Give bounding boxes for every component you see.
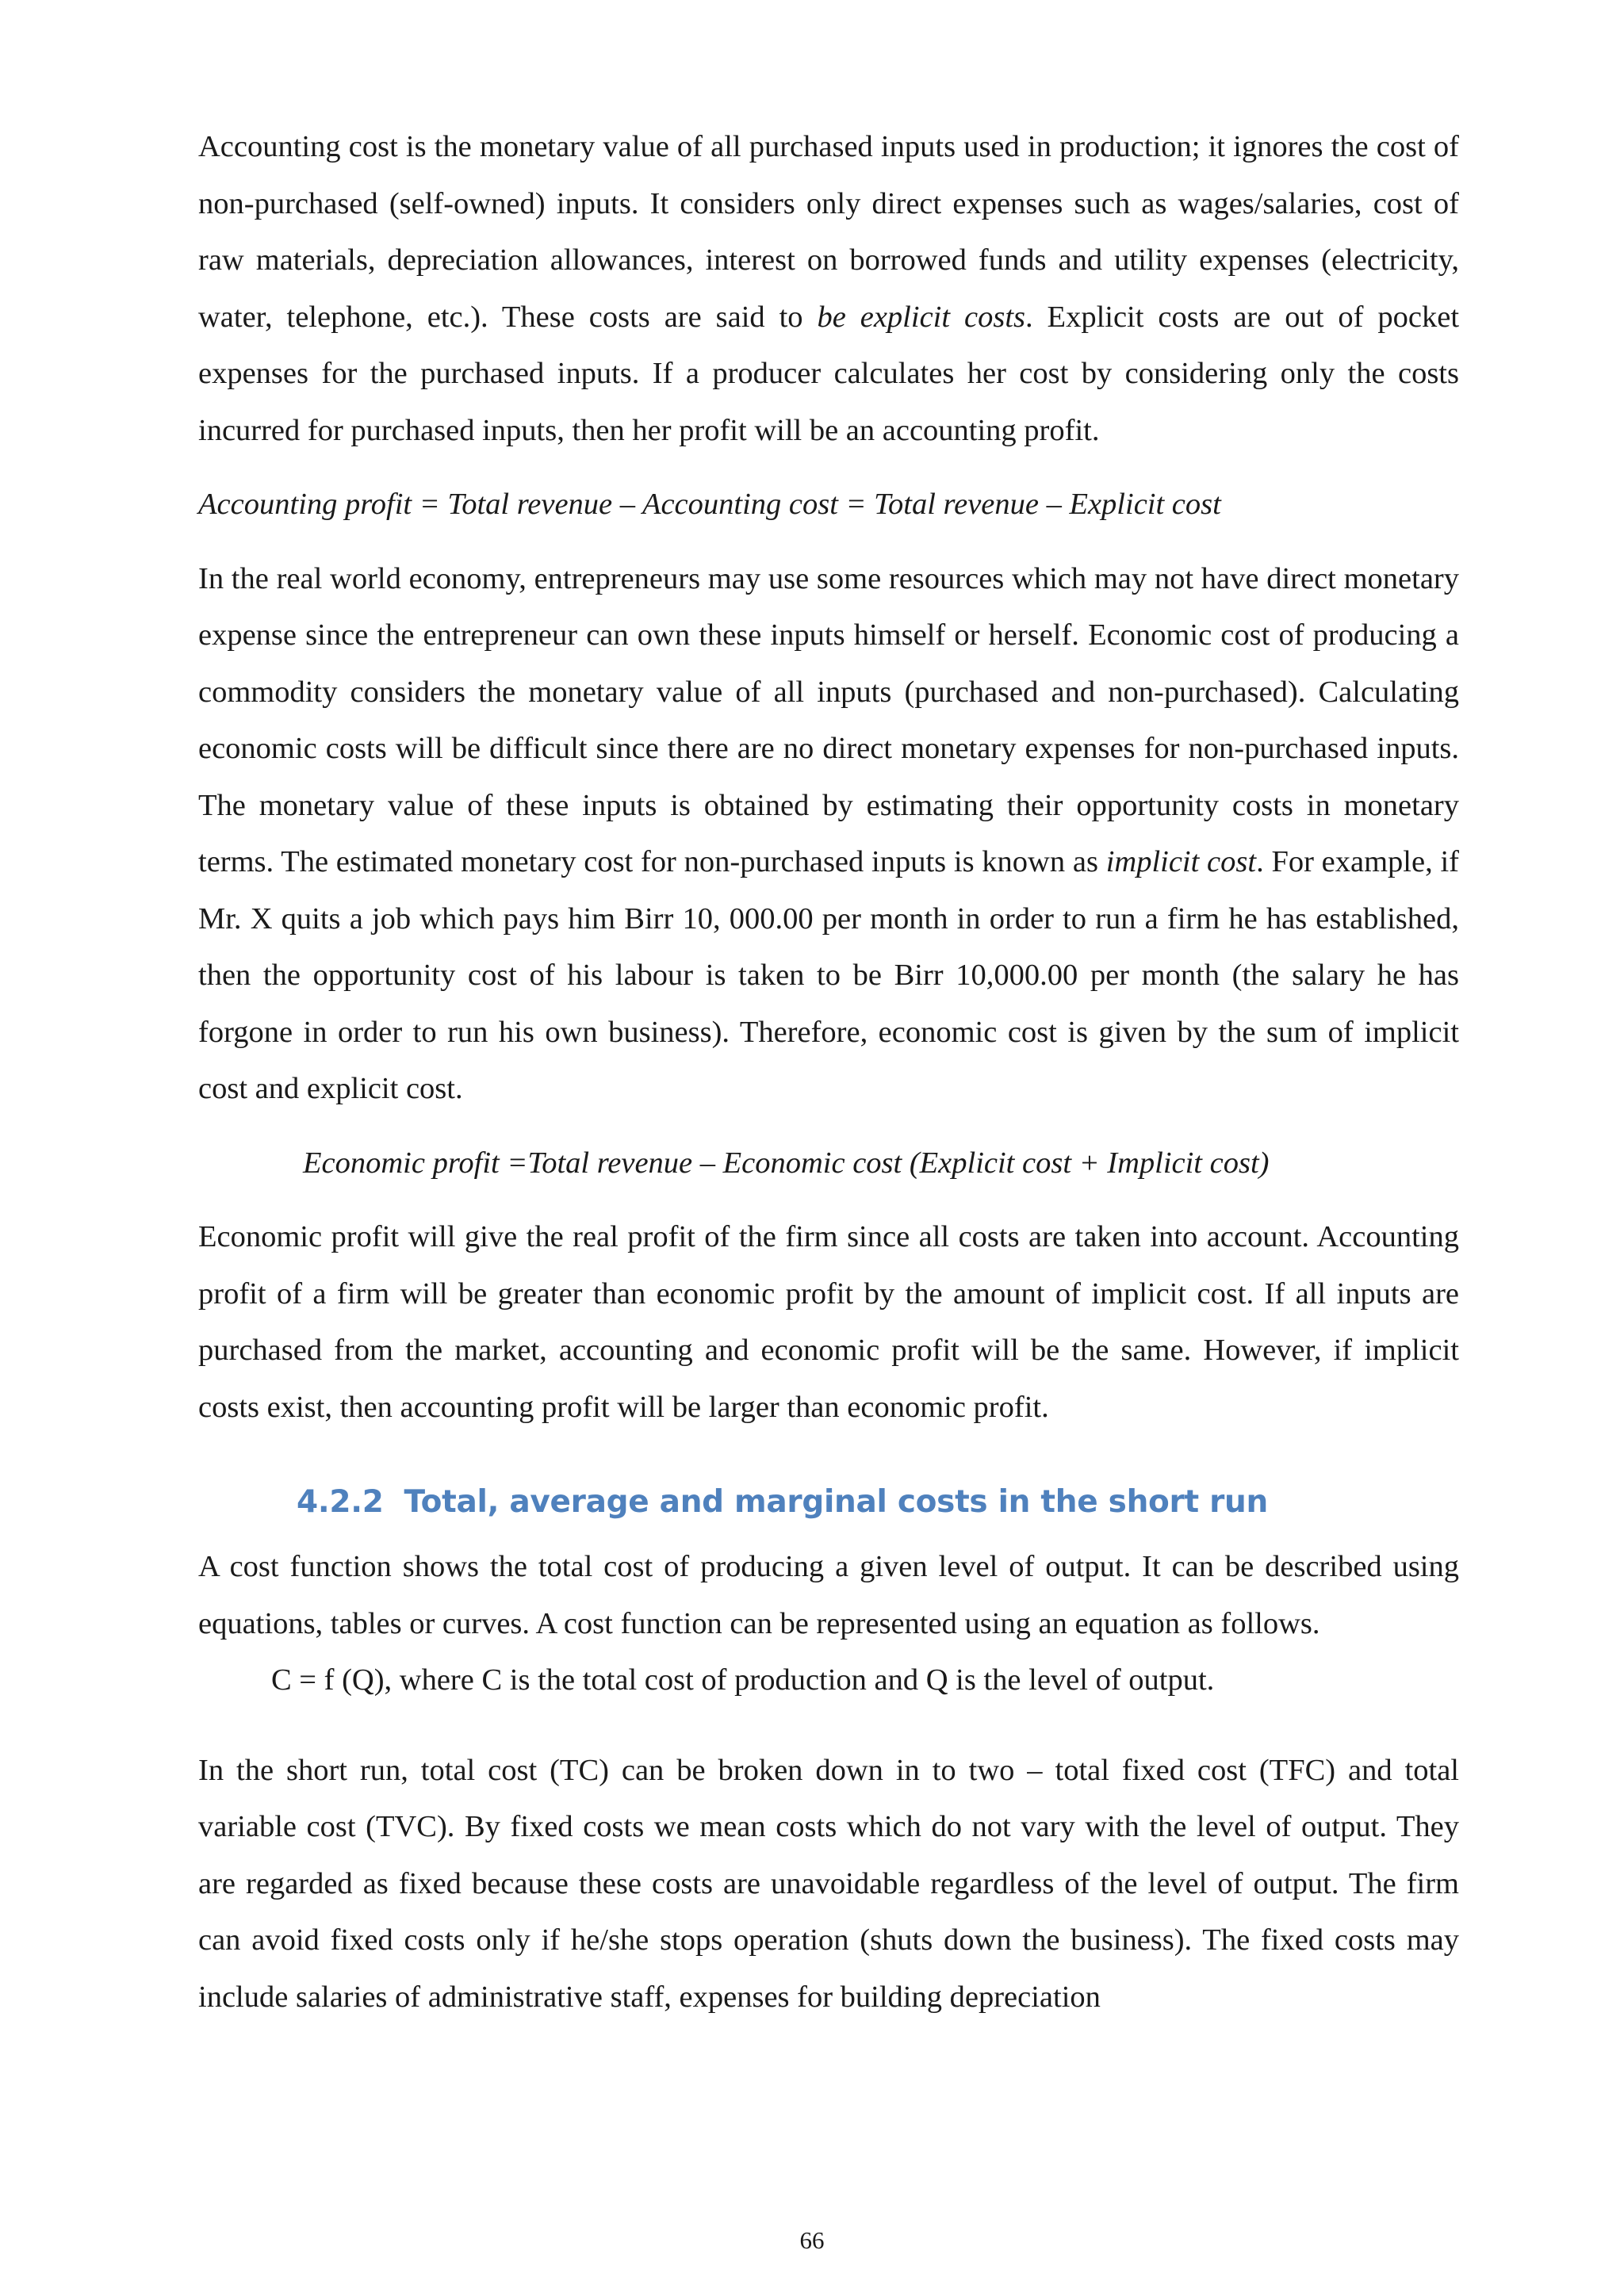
section-heading	[297, 1475, 1459, 1529]
section-title: Total, average and marginal costs in the short run	[404, 1484, 1268, 1520]
paragraph-short-run-costs: In the short run, total cost (TC) can be broken down in to two – total fixed cost (TFC) and total variable cost (TVC). By fixed costs we mean costs which do not vary with the level of output. They are regarded as fixed because these costs are unavoidable regardless of the level of output. The firm can avoid fixed costs only if he/she stops operation (shuts down the business). The fixed costs may include salaries of administrative staff, expenses for building depreciation	[198, 1753, 1459, 2014]
emphasis-implicit-cost: implicit cost	[1105, 845, 1257, 878]
section-number: 4.2.2	[297, 1484, 384, 1520]
page-number: 66	[799, 2226, 825, 2254]
paragraph-cost-function: A cost function shows the total cost of producing a given level of output. It can be described using equations, tables or curves. A cost function can be represented using an equation as follows.	[198, 1550, 1459, 1640]
emphasis-explicit-costs: be explicit costs	[817, 300, 1025, 334]
page-body	[198, 119, 1459, 2026]
paragraph-economic-profit: Economic profit will give the real profit of the firm since all costs are taken into account. Accounting profit of a firm will be greater than economic profit by the amount of implicit cost. If all inputs are purchased from the market, accounting and economic profit will be the same. However, if implicit costs exist, then accounting profit will be larger than economic profit.	[198, 1220, 1459, 1424]
paragraph-accounting-cost: Accounting cost is the monetary value of all purchased inputs used in production; it ignores the cost of non-purchased (self-owned) inputs. It considers only direct expenses such as wages/salaries, cost of raw materials, depreciation allowances, interest on borrowed funds and utility expenses (electricity, water, telephone, etc.). These costs are said to be explicit costs. Explicit costs are out of pocket expenses for the purchased inputs. If a producer calculates her cost by considering only the costs incurred for purchased inputs, then her profit will be an accounting profit.	[198, 130, 1460, 447]
formula-cost-function: C = f (Q), where C is the total cost of production and Q is the level of output.	[271, 1663, 1215, 1697]
formula-economic-profit: Economic profit =Total revenue – Economic cost (Explicit cost + Implicit cost)	[303, 1146, 1270, 1180]
paragraph-economic-cost: In the real world economy, entrepreneurs may use some resources which may not have direct monetary expense since the entrepreneur can own these inputs himself or herself. Economic cost of producing a commodity considers the monetary value of all inputs (purchased and non-purchased). Calculating economic costs will be difficult since there are no direct monetary expenses for non-purchased inputs. The monetary value of these inputs is obtained by estimating their opportunity costs in monetary terms. The estimated monetary cost for non-purchased inputs is known as implicit cost. For example, if Mr. X quits a job which pays him Birr 10, 000.00 per month in order to run a firm he has established, then the opportunity cost of his labour is taken to be Birr 10,000.00 per month (the salary he has forgone in order to run his own business). Therefore, economic cost is given by the sum of implicit cost and explicit cost.	[198, 561, 1459, 1105]
formula-accounting-profit: Accounting profit = Total revenue – Accounting cost = Total revenue – Explicit cost	[198, 488, 1221, 521]
